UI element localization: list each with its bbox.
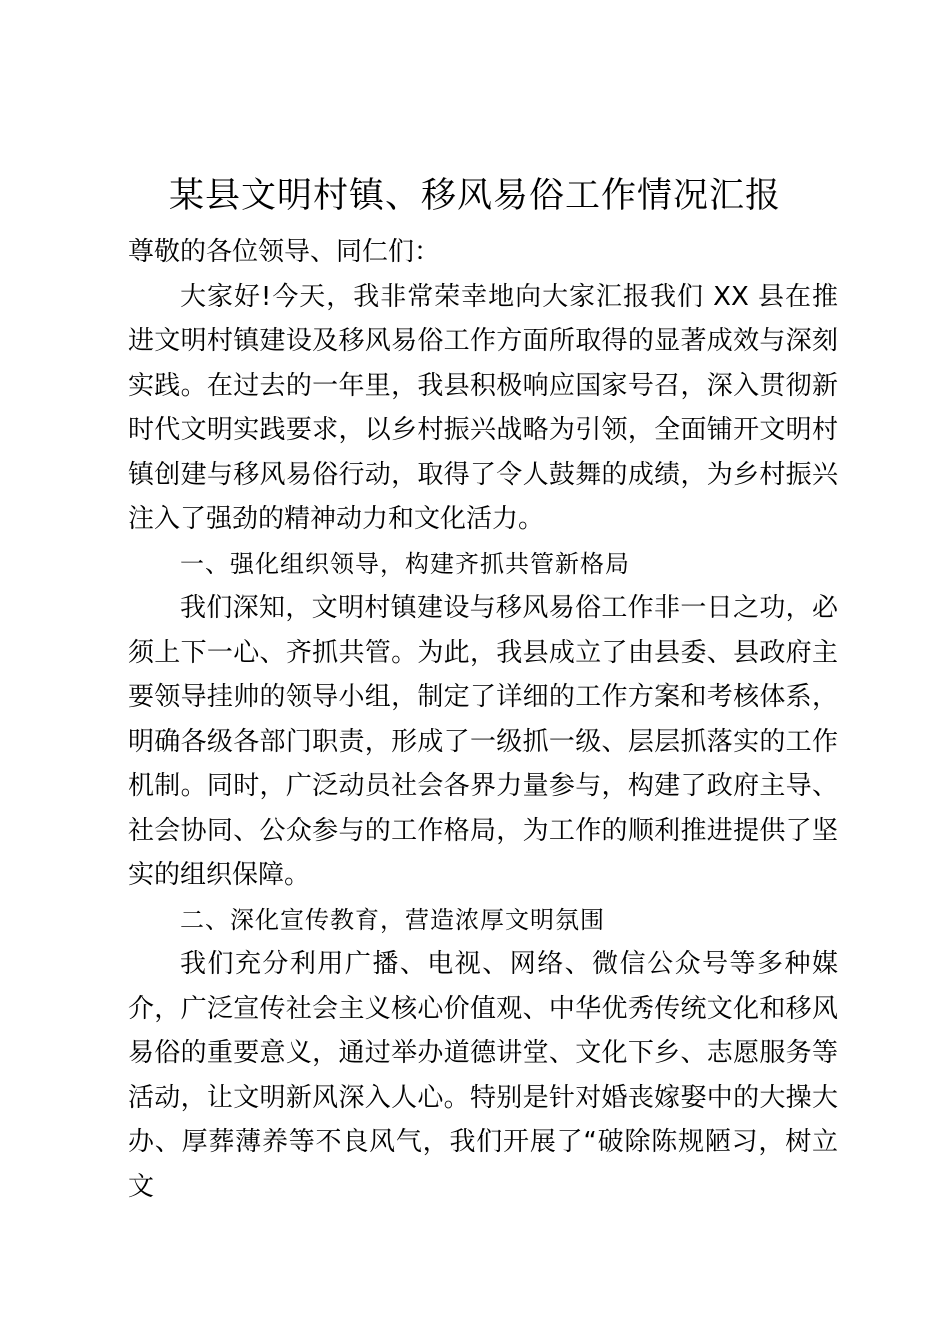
document-title: 某县文明村镇、移风易俗工作情况汇报 (168, 176, 781, 216)
intro-paragraph: 大家好!今天，我非常荣幸地向大家汇报我们 XX 县在推进文明村镇建设及移风易俗工作方面所取得的显著成效与深刻实践。在过去的一年里，我县积极响应国家号召，深入贯彻新时代文明实践要求，以乡村振兴战略为引领，全面铺开文明村镇创建与移风易俗行动，取得了令人鼓舞的成绩，为乡村振兴注入了强劲的精神动力和文化活力。 (128, 281, 838, 534)
section-1-paragraph: 我们深知，文明村镇建设与移风易俗工作非一日之功，必须上下一心、齐抓共管。为此，我县成立了由县委、县政府主要领导挂帅的领导小组，制定了详细的工作方案和考核体系，明确各级各部门职责，形成了一级抓一级、层层抓落实的工作机制。同时，广泛动员社会各界力量参与，构建了政府主导、社会协同、公众参与的工作格局，为工作的顺利推进提供了坚实的组织保障。 (128, 593, 838, 890)
salutation: 尊敬的各位领导、同仁们： (128, 237, 441, 267)
document-body (128, 230, 838, 1209)
section-2-heading: 二、深化宣传教育，营造浓厚文明氛围 (180, 905, 605, 934)
section-2-paragraph: 我们充分利用广播、电视、网络、微信公众号等多种媒介，广泛宣传社会主义核心价值观、中华优秀传统文化和移风易俗的重要意义，通过举办道德讲堂、文化下乡、志愿服务等活动，让文明新风深入人心。特别是针对婚丧嫁娶中的大操大办、厚葬薄养等不良风气，我们开展了“破除陈规陋习，树立文 (128, 949, 838, 1202)
section-1-heading: 一、强化组织领导，构建齐抓共管新格局 (180, 549, 630, 578)
